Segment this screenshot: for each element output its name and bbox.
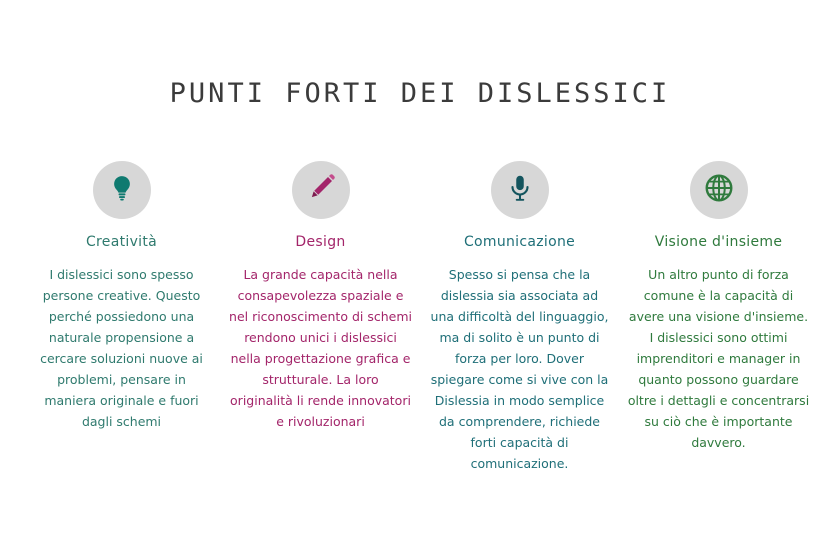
column-design: [221, 161, 420, 432]
column-heading: Creatività: [85, 234, 158, 250]
column-heading: Design: [295, 234, 346, 250]
globe-icon: [703, 172, 735, 208]
icon-badge-visione-insieme: [690, 161, 748, 219]
column-body: Spesso si pensa che la dislessia sia associata ad una difficoltà del linguaggio, ma di solito è un punto di forza per loro. Dover spiegare come si vive con la Dislessia in modo semplice da comprendere, richiede forti capacità di comunicazione.: [430, 267, 609, 471]
column-heading: Visione d'insieme: [654, 234, 783, 250]
page-title: PUNTI FORTI DEI DISLESSICI: [169, 78, 671, 109]
columns-container: [0, 161, 840, 474]
pencil-icon: [306, 173, 336, 207]
lightbulb-icon: [107, 173, 137, 207]
column-body: Un altro punto di forza comune è la capacità di avere una visione d'insieme. I dislessici sono ottimi imprenditori e manager in quanto possono guardare oltre i dettagli e concentrarsi su ciò che è importante davvero.: [627, 267, 810, 450]
column-heading: Comunicazione: [463, 234, 576, 250]
column-body: La grande capacità nella consapevolezza spaziale e nel riconoscimento di schemi rendono unici i dislessici nella progettazione grafica e strutturale. La loro originalità li rende innovatori e rivoluzionari: [229, 267, 412, 429]
column-visione-insieme: [619, 161, 818, 453]
icon-badge-comunicazione: [491, 161, 549, 219]
column-body: I dislessici sono spesso persone creative. Questo perché possiedono una naturale propensione a cercare soluzioni nuove ai problemi, pensare in maniera originale e fuori dagli schemi: [40, 267, 203, 429]
column-creativita: [22, 161, 221, 432]
microphone-icon: [505, 173, 535, 207]
icon-badge-design: [292, 161, 350, 219]
column-comunicazione: [420, 161, 619, 474]
slide-canvas: [0, 78, 840, 550]
icon-badge-creativita: [93, 161, 151, 219]
